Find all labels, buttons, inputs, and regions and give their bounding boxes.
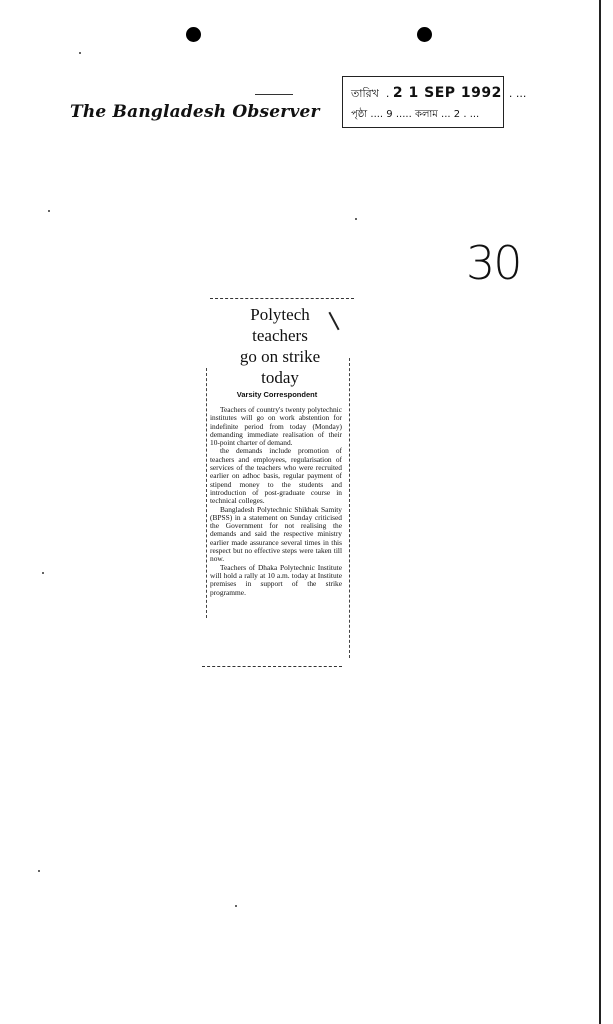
scan-speck	[48, 210, 50, 212]
article-byline: Varsity Correspondent	[236, 390, 318, 399]
article-body	[210, 406, 342, 597]
stamp-column-value: 2	[453, 109, 461, 120]
scan-speck	[235, 905, 237, 907]
handwritten-folio-number: 30	[466, 236, 521, 290]
stamp-date-row: তারিখ . 2 1 SEP 1992 . ...	[351, 85, 527, 101]
scan-speck	[42, 572, 44, 574]
article-paragraph: Bangladesh Polytechnic Shikhak Samity (BPSS) in a statement on Sunday criticised the Government for not realising the demands and said the respective ministry earlier made assurance several times in this respect but no effective steps were taken till now.	[210, 504, 342, 564]
punch-hole-right	[417, 27, 432, 42]
article-paragraph: the demands include promotion of teachers and employees, regularisation of services of the teachers who were recruited earlier on adhoc basis, regular payment of stipend money to the students and introduction of post-graduate course in technical colleges.	[210, 446, 342, 506]
page-edge	[599, 0, 601, 1024]
headline-line: Polytech	[250, 305, 310, 324]
headline-line: go on strike	[239, 347, 321, 366]
stamp-date: 2 1 SEP 1992	[392, 85, 502, 101]
stamp-page-value: 9	[386, 109, 393, 120]
date-stamp	[342, 76, 527, 128]
clipping-right-edge	[349, 358, 350, 658]
article-paragraph: Teachers of country's twenty polytechnic institutes will go on work abstention for indefinite period from today (Monday) demanding immediate realisation of their 10-point charter of demand.	[210, 405, 342, 448]
headline-line: today	[261, 368, 299, 387]
scan-speck	[38, 870, 40, 872]
scan-speck	[79, 52, 81, 54]
scan-speck	[355, 218, 357, 220]
article-headline	[220, 304, 340, 388]
masthead-rule	[255, 94, 293, 95]
stamp-date-prefix: তারিখ	[351, 87, 379, 100]
clipping-top-rule	[210, 298, 354, 300]
newspaper-clipping	[200, 298, 354, 670]
article-paragraph: Teachers of Dhaka Polytechnic Institute will hold a rally at 10 a.m. today at Institute premises in support of the strike programme.	[210, 562, 342, 597]
clipping-left-edge	[206, 368, 207, 618]
stamp-page-prefix: পৃষ্ঠা	[351, 109, 368, 120]
newspaper-masthead: The Bangladesh Observer	[70, 102, 320, 122]
stamp-column-prefix: কলাম	[414, 109, 438, 120]
stamp-page-row: পৃষ্ঠা .... 9 ..... কলাম ... 2 . ...	[351, 109, 480, 120]
headline-line: teachers	[252, 326, 308, 345]
clipping-bottom-rule	[202, 666, 342, 668]
punch-hole-left	[186, 27, 201, 42]
